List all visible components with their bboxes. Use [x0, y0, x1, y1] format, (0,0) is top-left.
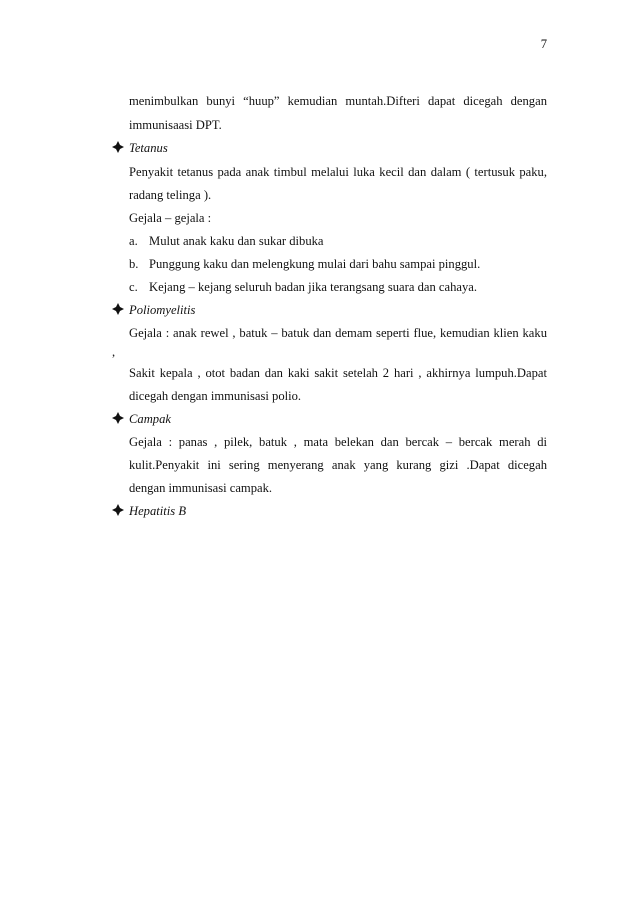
diamond-bullet-icon [112, 140, 124, 156]
paragraph-line: dicegah dengan immunisasi polio. [129, 389, 302, 403]
list-letter: c. [129, 280, 138, 294]
paragraph-line: menimbulkan bunyi “huup” kemudian muntah.Difteri dapat dicegah dengan [129, 94, 547, 108]
diamond-bullet-icon [112, 503, 124, 519]
paragraph-line: kulit.Penyakit ini sering menyerang anak yang kurang gizi .Dapat dicegah [129, 458, 547, 472]
section-heading-campak: Campak [129, 412, 171, 426]
page-number: 7 [540, 37, 547, 51]
list-item: Mulut anak kaku dan sukar dibuka [149, 234, 324, 248]
section-heading-poliomyelitis: Poliomyelitis [129, 303, 196, 317]
paragraph-line: dengan immunisasi campak. [129, 481, 273, 495]
section-heading-tetanus: Tetanus [129, 141, 168, 155]
gejala-label: Gejala – gejala : [129, 211, 212, 225]
list-item: Kejang – kejang seluruh badan jika terangsang suara dan cahaya. [149, 280, 478, 294]
paragraph-line: Penyakit tetanus pada anak timbul melalui luka kecil dan dalam ( tertusuk paku, [129, 165, 547, 179]
stray-comma: , [112, 345, 116, 359]
paragraph-line: radang telinga ). [129, 188, 212, 202]
paragraph-line: Gejala : anak rewel , batuk – batuk dan demam seperti flue, kemudian klien kaku [129, 326, 547, 340]
diamond-bullet-icon [112, 411, 124, 427]
paragraph-line: Gejala : panas , pilek, batuk , mata belekan dan bercak – bercak merah di [129, 435, 547, 449]
list-letter: a. [129, 234, 138, 248]
paragraph-line: immunisaasi DPT. [129, 118, 222, 132]
section-heading-hepatitis-b: Hepatitis B [129, 504, 187, 518]
list-item: Punggung kaku dan melengkung mulai dari bahu sampai pinggul. [149, 257, 481, 271]
list-letter: b. [129, 257, 139, 271]
paragraph-line: Sakit kepala , otot badan dan kaki sakit setelah 2 hari , akhirnya lumpuh.Dapat [129, 366, 547, 380]
diamond-bullet-icon [112, 302, 124, 318]
